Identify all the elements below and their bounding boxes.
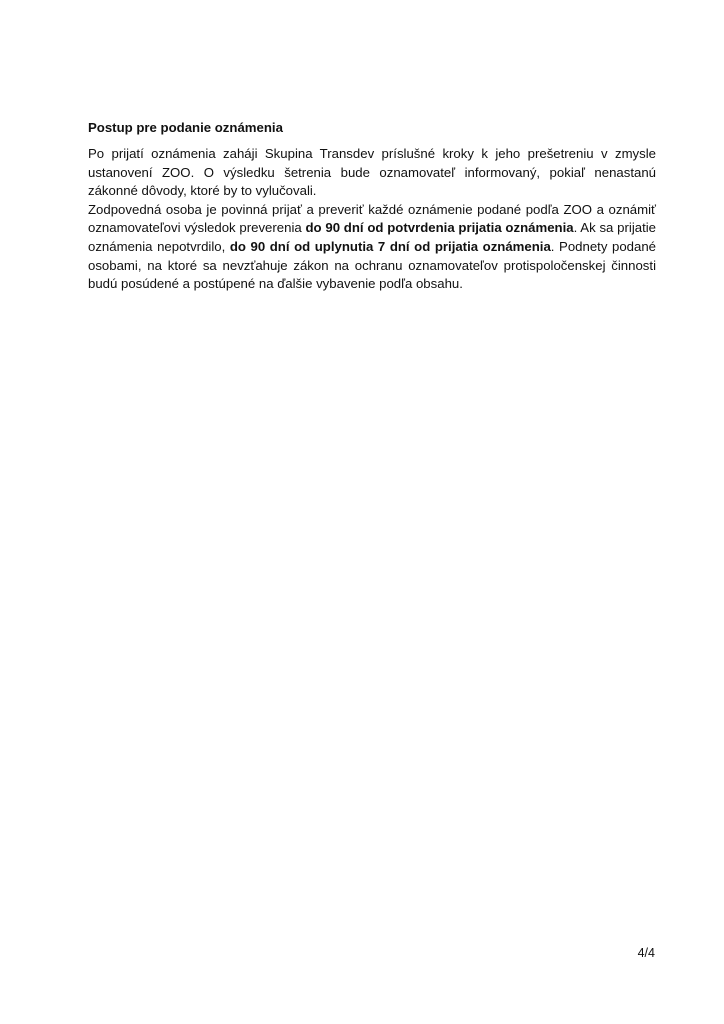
document-content: [88, 119, 656, 294]
paragraph-text-segment: Zodpovedná osoba je povinná prijať a preveriť každé oznámenie podané podľa ZOO a oznámiť oznamovateľovi výsledok preverenia: [88, 201, 656, 236]
paragraph-text-segment: . Podnety podané osobami, na ktoré sa nevzťahuje zákon na ochranu oznamovateľov protispoločenskej činnosti budú posúdené a postúpené na ďalšie vybavenie podľa obsahu.: [88, 238, 656, 292]
page-number: 4/4: [637, 946, 655, 960]
section-heading: Postup pre podanie oznámenia: [88, 120, 283, 135]
deadline-unconfirmed-emphasis: do 90 dní od uplynutia 7 dní od prijatia oznámenia: [229, 238, 551, 254]
paragraph-responsible-person: [88, 201, 656, 294]
paragraph-procedure-intro: Po prijatí oznámenia zaháji Skupina Transdev príslušné kroky k jeho prešetreniu v zmysle ustanovení ZOO. O výsledku šetrenia bude oznamovateľ informovaný, pokiaľ nenastanú zákonné dôvody, ktoré by to vylučovali.: [88, 146, 656, 199]
paragraph-text-segment: . Ak sa prijatie oznámenia nepotvrdilo,: [88, 220, 657, 254]
deadline-confirmed-emphasis: do 90 dní od potvrdenia prijatia oznámenia: [305, 220, 574, 236]
